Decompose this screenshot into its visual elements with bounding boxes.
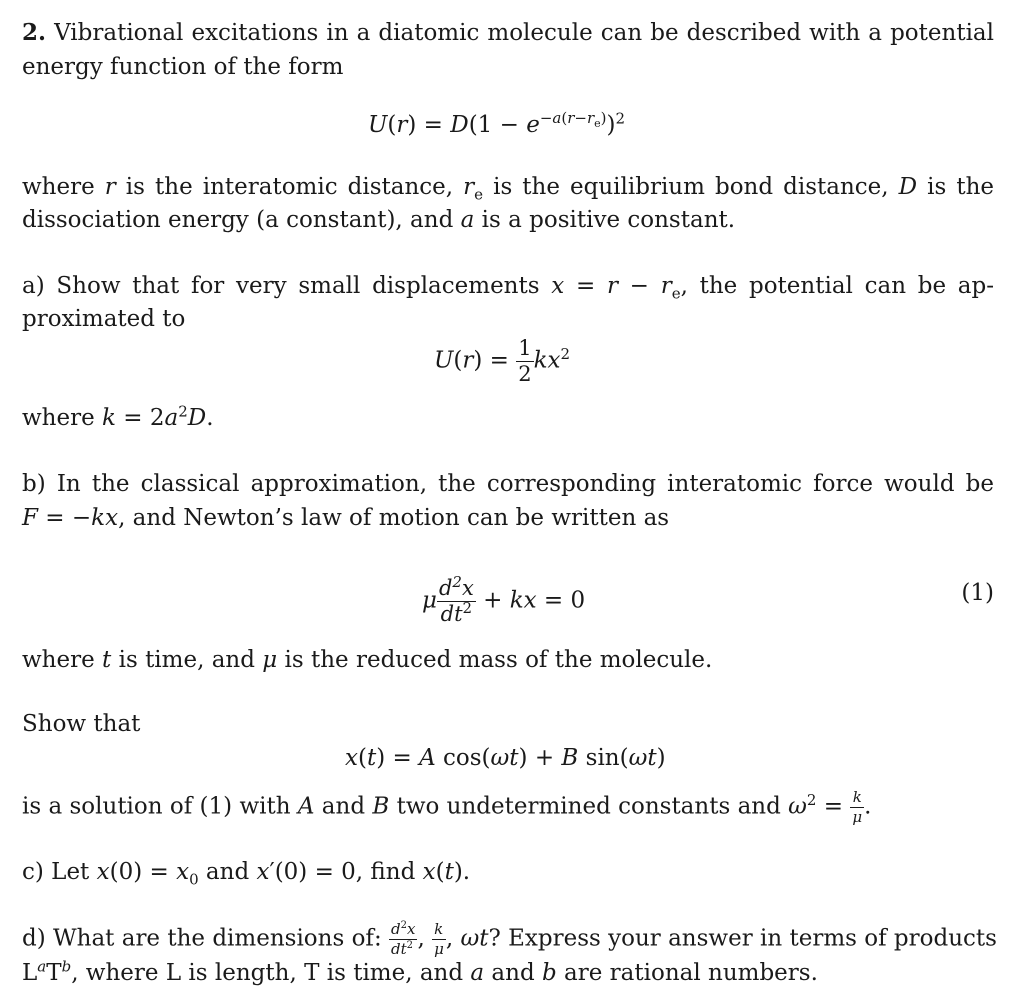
part-a-line1: a) Show that for very small displacements $x = r - r_e$, the potential can be ap- <box>22 273 994 303</box>
part-c-line: c) Let $x(0) = x_0$ and x′(0) = 0, find x(t). <box>22 859 471 889</box>
problem-intro-line2: energy function of the form <box>22 54 344 80</box>
part-b-line2: F = −kx, and Newton’s law of motion can be written as <box>22 505 670 531</box>
morse-potential-equation: $U(r) = D(1 - e^{-a(r-r_e)})^2$ <box>368 109 626 138</box>
part-d-line2: $L^aT^b$, where L is length, T is time, and a and b are rational numbers. <box>22 957 818 986</box>
solution-equation: x(t) = A cos(ωt) + B sin(ωt) <box>345 745 666 771</box>
problem-where-line2: dissociation energy (a constant), and a is a positive constant. <box>22 207 736 233</box>
problem-number: 2. <box>22 19 47 46</box>
problem-intro-line1: 2. Vibrational excitations in a diatomic molecule can be described with a potential <box>22 19 994 46</box>
equation-number: (1) <box>961 580 994 606</box>
part-a-line2: proximated to <box>22 306 186 332</box>
newton-equation: μ $\frac{d^2x}{dt^2}$ + kx = 0 <box>422 573 586 626</box>
harmonic-approx-equation: U(r) = $\frac{1}{2}$ $kx^2$ <box>434 336 571 386</box>
problem-where-line1: where r is the interatomic distance, $r_e$ is the equilibrium bond distance, D is the <box>22 174 994 204</box>
part-b-line1: b) In the classical approximation, the corresponding interatomic force would be <box>22 471 994 497</box>
part-a-where: where $k = 2a^2D$. <box>22 402 214 431</box>
show-that-label: Show that <box>22 711 141 737</box>
part-b-where: where t is time, and μ is the reduced mass of the molecule. <box>22 647 713 673</box>
part-d-line1: d) What are the dimensions of: $\frac{d^2x}{dt^2}$ , $\frac{k}{\mu}$ , ωt? Express your answer in terms of products <box>22 920 997 958</box>
solution-statement: is a solution of (1) with A and B two undetermined constants and $\omega^2$ = $\frac{k}{\mu}$ . <box>22 788 872 826</box>
